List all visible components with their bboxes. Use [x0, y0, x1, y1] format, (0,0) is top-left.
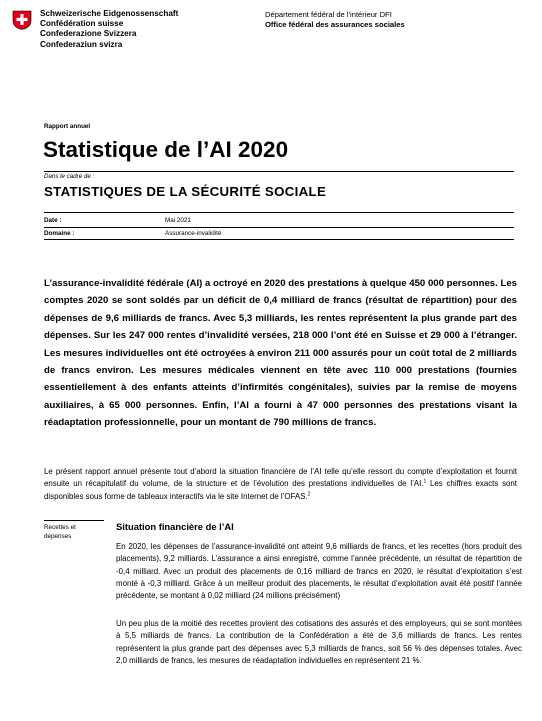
page-title: Statistique de l’AI 2020: [43, 137, 289, 162]
lead-paragraph: L’assurance-invalidité fédérale (AI) a octroyé en 2020 des prestations à quelque 450 000 personnes. Les comptes 2020 se sont soldés par un déficit de 0,4 milliard de francs (résultat de répartition) pour des dépenses de 9,6 milliards de francs. Avec 5,3 milliards, les rentes représentent la plus grande part des dépenses. Sur les 247 000 rentes d’invalidité versées, 218 000 l’ont été en Suisse et 29 000 à l’étranger. Les mesures individuelles ont été octroyées à environ 211 000 assurés pour un coût total de 2 milliards de francs environ. Les mesures médicales viennent en tête avec 110 000 prestations (fournies essentiellement à des enfants atteints d’infirmités congénitales), suivies par la remise de moyens auxiliaires, à 65 000 personnes. Enfin, l’AI a fourni à 47 000 personnes des prestations visant la réadaptation professionnelle, pour un montant de 790 millions de francs.: [44, 278, 517, 429]
side-label: Recettes et dépenses: [44, 524, 76, 541]
title-divider: [44, 171, 514, 172]
office-name: Office fédéral des assurances sociales: [265, 20, 405, 29]
series-title: STATISTIQUES DE LA SÉCURITÉ SOCIALE: [44, 184, 327, 199]
confederation-name-de: Schweizerische Eidgenossenschaft: [40, 9, 179, 18]
swiss-coat-of-arms-icon: [12, 10, 32, 30]
domain-label: Domaine :: [44, 230, 75, 237]
department-block: [265, 10, 405, 30]
footnote-ref-2[interactable]: 2: [307, 491, 311, 498]
confederation-names: [40, 9, 178, 50]
meta-divider-top: [44, 212, 514, 213]
report-type-label: Rapport annuel: [44, 123, 91, 130]
confederation-name-rm: Confederaziun svizra: [40, 39, 123, 49]
section-title: Situation financière de l’AI: [116, 521, 234, 532]
confederation-name-it: Confederazione Svizzera: [40, 29, 137, 39]
department-name: Département fédéral de l'intérieur DFI: [265, 10, 392, 19]
meta-divider-middle: [44, 227, 514, 228]
side-label-divider: [44, 520, 104, 521]
domain-value: Assurance-invalidité: [165, 230, 222, 237]
body-paragraph-2: Un peu plus de la moitié des recettes provient des cotisations des assurés et des employeurs, qui se sont montées à 5,5 milliards de francs. La contribution de la Confédération a été de 3,6 milliards de francs. Les rentes représentent la plus grande part des dépenses avec 5,3 milliards de francs, soit 56 % des dépenses totales. Avec 2,0 milliards de francs, les mesures de réadaptation individuelles en représentent 21 %.: [116, 619, 522, 665]
footnote-ref-1[interactable]: 1: [423, 478, 427, 485]
intro-text-a: Le présent rapport annuel présente tout d’abord la situation financière de l’AI telle qu’elle ressort du compte d’exploitation et fournit ensuite un récapitulatif du volume, de la structure et de l’évolution des prestations individuelles de l’AI.: [44, 467, 517, 489]
intro-text-b: Les chiffres exacts sont disponibles sous forme de tableaux interactifs via le site Internet de l’OFAS.: [44, 479, 517, 501]
date-value: Mai 2021: [165, 217, 191, 224]
date-label: Date :: [44, 217, 62, 224]
confederation-name-fr: Confédération suisse: [40, 19, 124, 29]
intro-paragraph: [44, 466, 517, 503]
frame-label: Dans le cadre de :: [44, 173, 95, 180]
meta-divider-bottom: [44, 239, 514, 240]
body-paragraph-1: En 2020, les dépenses de l’assurance-invalidité ont atteint 9,6 milliards de francs, et les recettes (hors produit des placements), 9,2 milliards. L’assurance a ainsi enregistré, comme l’année précédente, un résultat de répartition de -0,4 milliard. Avec un produit des placements de 0,16 milliard de francs en 2020, le résultat d’exploitation s’est monté à -0,3 milliard. Grâce à un meilleur produit des placements, le résultat d’exploitation avait été positif l’année précédente, se montant à 0,02 milliard (24 millions précisément): [116, 542, 522, 601]
